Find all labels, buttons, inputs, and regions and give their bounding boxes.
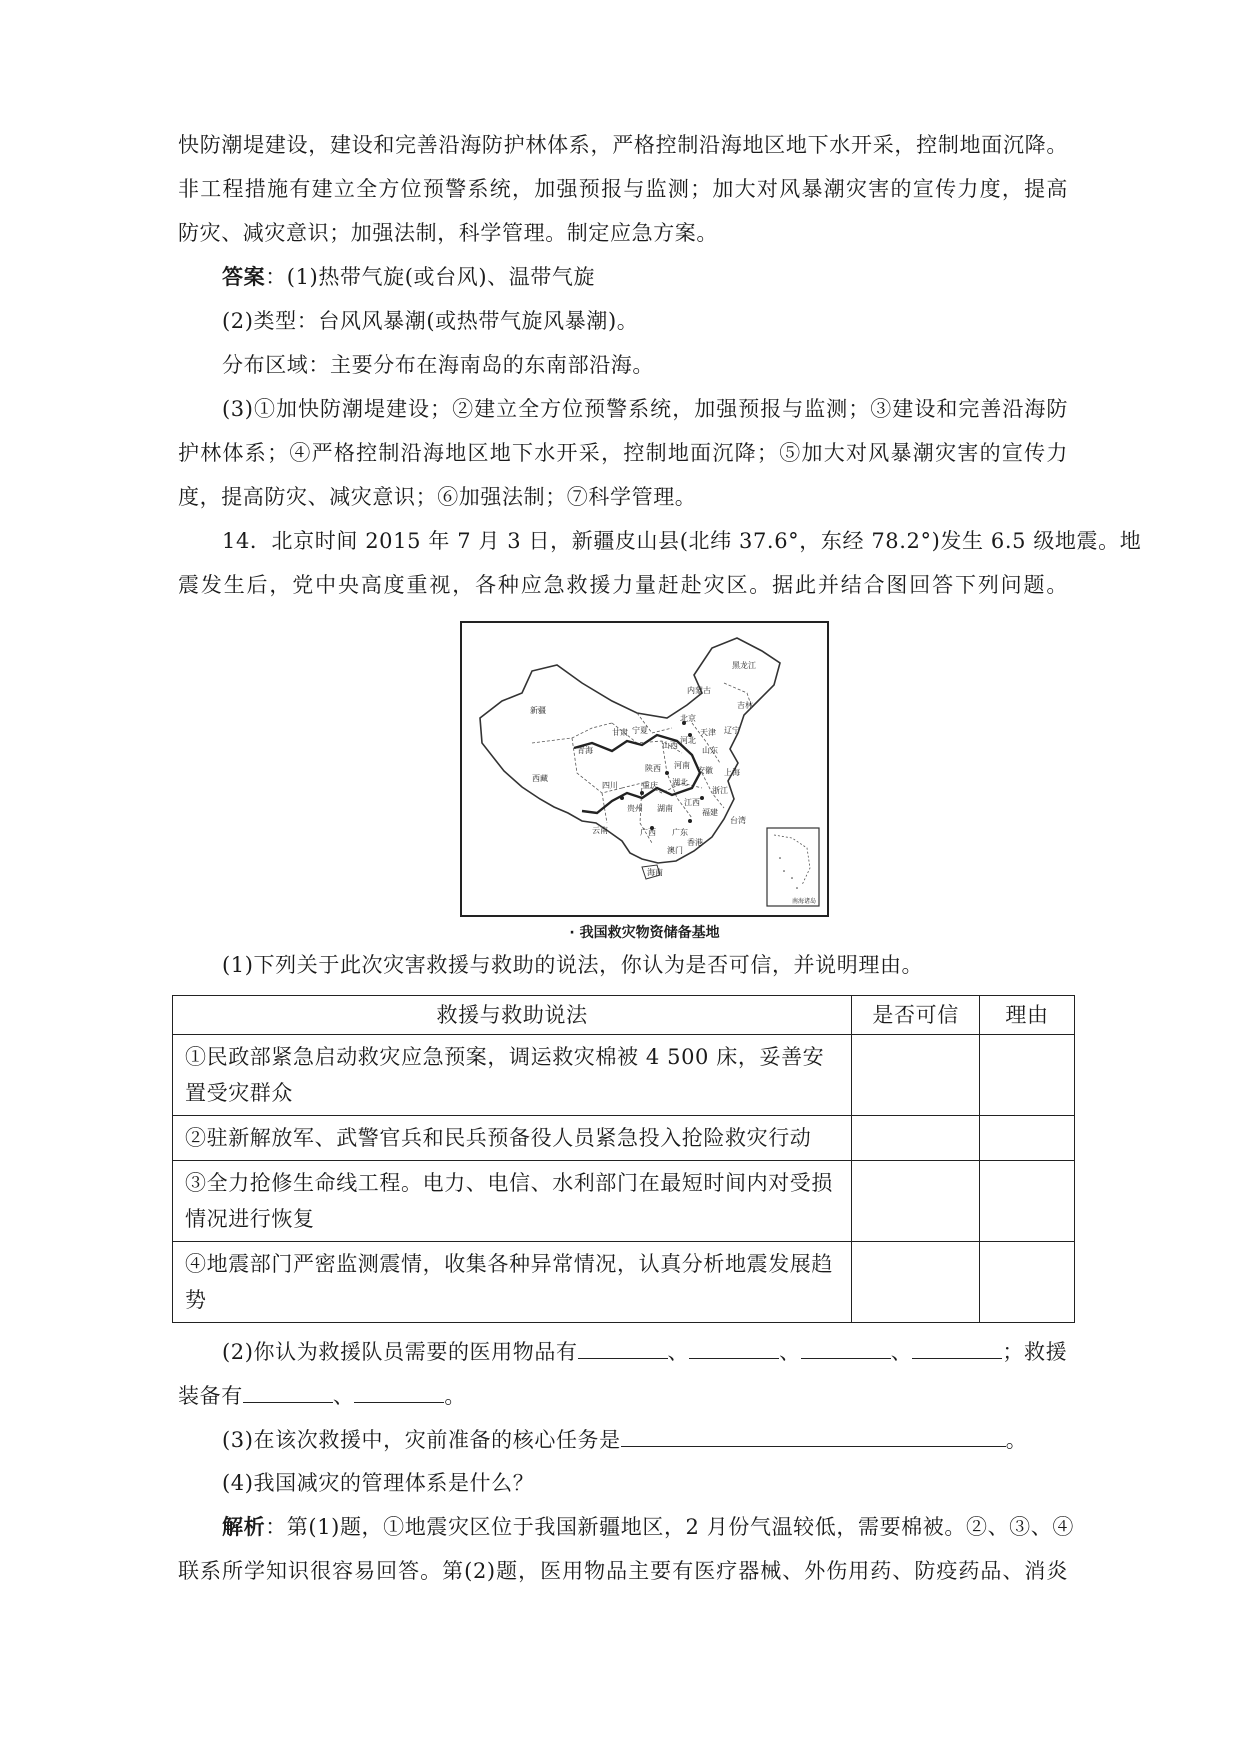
answer-blank[interactable] [243,1380,333,1403]
answer-line: 护林体系；④严格控制沿海地区地下水开采，控制地面沉降；⑤加大对风暴潮灾害的宣传力 [178,441,1068,465]
map-label: 新疆 [530,706,546,715]
table-header-row [173,996,1075,1035]
judgement-table [172,995,1075,1323]
analysis-line [222,1512,1074,1542]
question-line: 震发生后，党中央高度重视，各种应急救援力量赶赴灾区。据此并结合图回答下列问题。 [178,573,1068,597]
map-label: 台湾 [730,816,746,825]
table-row [173,1035,1075,1116]
answer-blank[interactable] [689,1336,779,1359]
table-cell: ③全力抢修生命线工程。电力、电信、水利部门在最短时间内对受损情况进行恢复 [173,1161,852,1242]
period: 。 [1005,1428,1028,1452]
map-label: 内蒙古 [687,686,711,695]
answer-blank[interactable] [801,1336,891,1359]
map-label: 天津 [700,728,716,737]
answer-text: ：(1)热带气旋(或台风)、温带气旋 [265,265,596,289]
map-label: 上海 [724,768,740,777]
map-label: 青海 [577,746,593,755]
table-header: 是否可信 [852,996,980,1035]
answer-blank[interactable] [912,1336,1002,1359]
paragraph-line: 防灾、减灾意识；加强法制，科学管理。制定应急方案。 [178,221,718,245]
answer-blank[interactable] [621,1424,1006,1447]
table-row [173,1116,1075,1161]
sub-question-3 [222,1424,1068,1455]
map-label: 黑龙江 [732,661,756,670]
map-label: 广西 [640,828,656,837]
sub-question-2 [222,1336,1068,1367]
map-label: 宁夏 [632,726,648,735]
table-cell: ①民政部紧急启动救灾应急预案，调运救灾棉被 4 500 床，妥善安置受灾群众 [173,1035,852,1116]
analysis-text: ：第(1)题，①地震灾区位于我国新疆地区，2 月份气温较低，需要棉被。②、③、④ [265,1515,1074,1539]
map-label: 南海诸岛 [792,898,817,905]
south-sea-inset [767,828,819,906]
table-row [173,1161,1075,1242]
answer-blank[interactable] [354,1380,444,1403]
analysis-line: 联系所学知识很容易回答。第(2)题，医用物品主要有医疗器械、外伤用药、防疫药品、消炎 [178,1559,1068,1583]
map-label: 西藏 [532,774,548,783]
answer-cell [852,1242,980,1323]
answer-line [222,262,1068,292]
province-labels [530,660,756,877]
answer-line: 度，提高防灾、减灾意识；⑥加强法制；⑦科学管理。 [178,485,697,509]
map-label: 甘肃 [612,728,628,737]
sub2-text: (2)你认为救援队员需要的医用物品有 [222,1340,578,1364]
country-outline [480,638,780,863]
table-cell: ②驻新解放军、武警官兵和民兵预备役人员紧急投入抢险救灾行动 [173,1116,852,1161]
map-label: 山西 [662,741,678,750]
answer-cell [980,1161,1075,1242]
map-label: 山东 [702,746,718,755]
sub3-text: (3)在该次救援中，灾前准备的核心任务是 [222,1428,621,1452]
map-label: 北京 [680,714,696,723]
answer-cell [980,1035,1075,1116]
map-label: 吉林 [737,701,753,710]
paragraph-line: 非工程措施有建立全方位预警系统，加强预报与监测；加大对风暴潮灾害的宣传力度，提高 [178,177,1068,201]
map-label: 广东 [672,828,688,837]
map-label: 江西 [684,798,700,807]
map-label: 陕西 [645,764,661,773]
map-label: 福建 [702,808,718,817]
separator: 、 [890,1340,913,1364]
map-label: 湖南 [657,804,673,813]
period: 。 [444,1384,467,1408]
sub2-text: 装备有 [178,1384,243,1408]
sub-question-2-cont [178,1380,1068,1411]
answer-cell [980,1242,1075,1323]
answer-label: 答案 [222,264,266,289]
map-label: 安徽 [697,766,713,775]
answer-cell [980,1116,1075,1161]
china-map-figure [460,621,829,917]
map-label: 河北 [680,736,696,745]
map-label: 香港 [687,838,703,847]
map-label: 辽宁 [724,726,740,735]
table-header: 救援与救助说法 [173,996,852,1035]
question-line: 14．北京时间 2015 年 7 月 3 日，新疆皮山县(北纬 37.6°，东经 78.2°)发生 6.5 级地震。地 [222,529,1142,553]
sub2-text: ；救援 [1002,1340,1068,1364]
answer-line: 分布区域：主要分布在海南岛的东南部沿海。 [222,353,654,377]
map-label: 浙江 [712,786,728,795]
map-label: 湖北 [672,778,688,787]
table-cell: ④地震部门严密监测震情，收集各种异常情况，认真分析地震发展趋势 [173,1242,852,1323]
map-label: 云南 [592,826,608,835]
answer-blank[interactable] [578,1336,668,1359]
table-row [173,1242,1075,1323]
map-label: 海南 [647,868,663,877]
separator: 、 [779,1340,801,1364]
sub-question-4: (4)我国减灾的管理体系是什么？ [222,1471,535,1495]
answer-line: (2)类型：台风风暴潮(或热带气旋风暴潮)。 [222,309,639,333]
map-label: 澳门 [667,846,683,855]
figure-caption: · 我国救灾物资储备基地 [569,925,720,941]
answer-cell [852,1035,980,1116]
map-label: 贵州 [627,804,643,813]
paragraph-line: 快防潮堤建设，建设和完善沿海防护林体系，严格控制沿海地区地下水开采，控制地面沉降。 [178,133,1068,157]
map-label: 重庆 [642,781,658,790]
analysis-label: 解析 [222,1514,266,1539]
separator: 、 [667,1340,690,1364]
answer-line: (3)①加快防潮堤建设；②建立全方位预警系统，加强预报与监测；③建设和完善沿海防 [222,397,1068,421]
province-boundaries [532,683,752,843]
answer-cell [852,1116,980,1161]
china-map [462,623,827,915]
map-label: 四川 [602,781,618,790]
answer-cell [852,1161,980,1242]
table-header: 理由 [980,996,1075,1035]
sub-question-1: (1)下列关于此次灾害救援与救助的说法，你认为是否可信，并说明理由。 [222,953,924,977]
separator: 、 [332,1384,355,1408]
map-label: 河南 [674,761,690,770]
